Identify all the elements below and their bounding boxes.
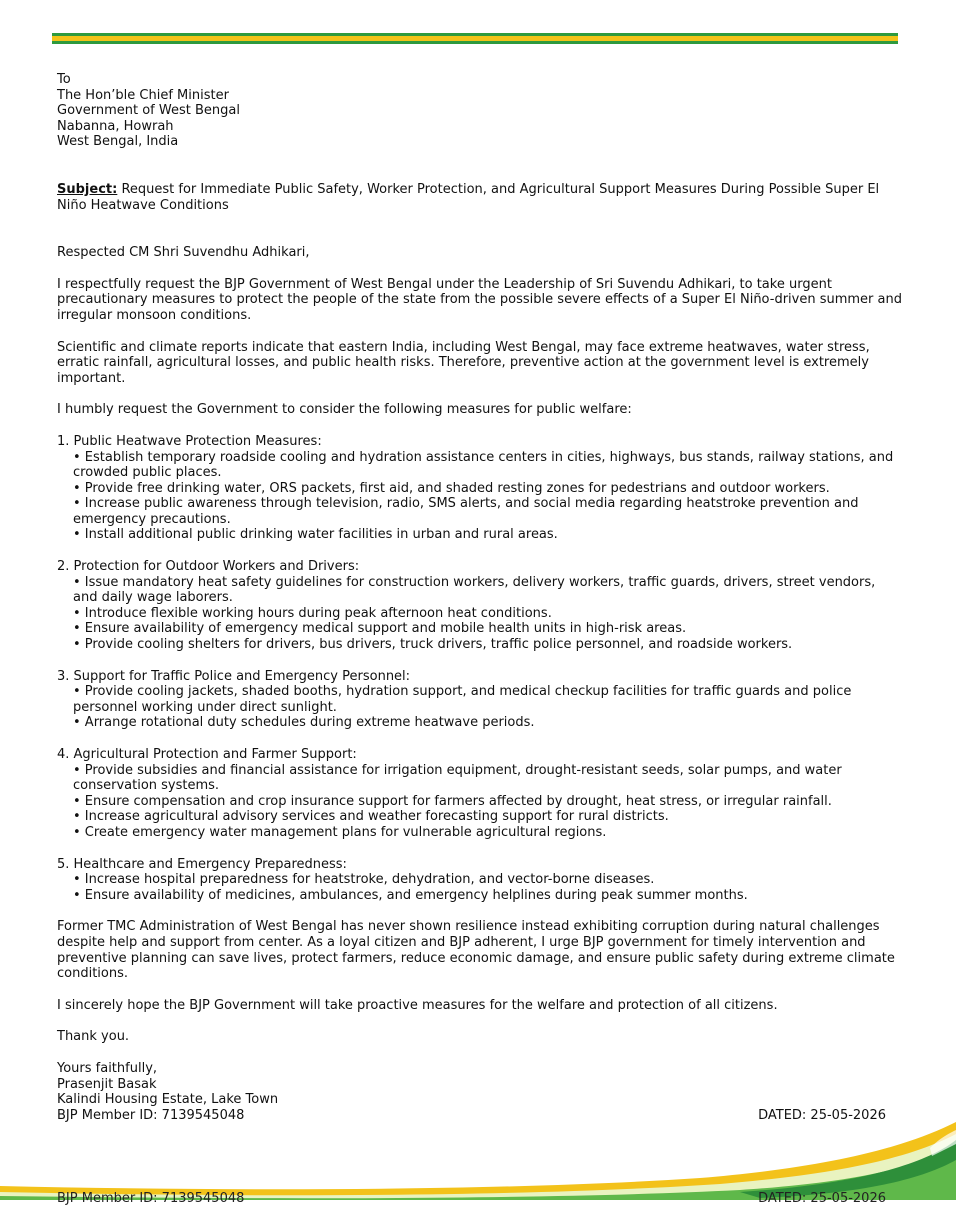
section-outdoor-workers [57,559,902,653]
list-item: • Introduce flexible working hours during peak afternoon heat conditions. [73,605,552,621]
cutoff-dated: DATED: 25-05-2026 [758,1191,886,1206]
intro-paragraph: I respectfully request the BJP Government of West Bengal under the Leadership of Sri Suvendu Adhikari, to take urgent precautionary measures to protect the people of the state from the possible severe effects of a Super El Niño-driven summer and irregular monsoon conditions. [57,276,902,323]
list-item: • Provide cooling shelters for drivers, bus drivers, truck drivers, traffic police personnel, and roadside workers. [73,637,793,653]
member-id: BJP Member ID: 7139545048 [57,1107,245,1123]
footer-wave-decoration [0,1100,956,1200]
recipient-line: To [57,72,71,87]
section-public-heatwave [57,434,902,543]
list-item: • Arrange rotational duty schedules during extreme heatwave periods. [73,715,535,731]
section-heading: 4. Agricultural Protection and Farmer Support: [57,747,357,762]
list-item: • Provide cooling jackets, shaded booths, hydration support, and medical checkup facilities for traffic guards and police personnel working under direct sunlight. [73,684,852,715]
intro-paragraph: I humbly request the Government to consider the following measures for public welfare: [57,402,632,418]
list-item: • Ensure availability of medicines, ambulances, and emergency helplines during peak summer months. [73,887,748,903]
recipient-line: Nabanna, Howrah [57,118,174,134]
section-traffic-police [57,669,902,731]
subject-text: Request for Immediate Public Safety, Worker Protection, and Agricultural Support Measures During Possible Super El Niño Heatwave Conditions [57,181,880,213]
list-item: • Install additional public drinking water facilities in urban and rural areas. [73,527,558,543]
signature-line: Yours faithfully, [57,1060,158,1076]
list-item: • Ensure compensation and crop insurance support for farmers affected by drought, heat stress, or irregular rainfall. [73,793,832,809]
list-item: • Issue mandatory heat safety guidelines for construction workers, delivery workers, traffic guards, drivers, street vendors, and daily wage laborers. [73,574,876,606]
subject-line [57,182,902,213]
list-item: • Increase agricultural advisory services and weather forecasting support for rural districts. [73,809,669,825]
intro-paragraph: Scientific and climate reports indicate that eastern India, including West Bengal, may face extreme heatwaves, water stress, erratic rainfall, agricultural losses, and public health risks. Therefore, preventive action at the government level is extremely important. [57,339,870,386]
header-band-green-bottom [52,41,898,44]
closing-paragraph: I sincerely hope the BJP Government will take proactive measures for the welfare and protection of all citizens. [57,997,778,1013]
subject-label: Subject: [57,181,118,197]
dated: DATED: 25-05-2026 [758,1107,886,1123]
list-item: • Create emergency water management plans for vulnerable agricultural regions. [73,824,607,840]
section-heading: 5. Healthcare and Emergency Preparedness: [57,856,347,872]
closing-paragraph: Former TMC Administration of West Bengal has never shown resilience instead exhibiting corruption during natural challenges despite help and support from center. As a loyal citizen and BJP adherent, I urge BJP government for timely intervention and preventive planning can save lives, protect farmers, reduce economic damage, and ensure public safety during extreme climate conditions. [57,919,895,982]
list-item: • Ensure availability of emergency medical support and mobile health units in high-risk areas. [73,621,687,637]
recipient-line: The Hon’ble Chief Minister [57,87,229,103]
signature-line: Kalindi Housing Estate, Lake Town [57,1092,279,1108]
cutoff-footer-text [57,1192,886,1205]
list-item: • Provide subsidies and financial assistance for irrigation equipment, drought-resistant seeds, solar pumps, and water conservation systems. [73,762,842,794]
list-item: • Provide free drinking water, ORS packets, first aid, and shaded resting zones for pedestrians and outdoor workers. [73,480,830,496]
cutoff-member-id: BJP Member ID: 7139545048 [57,1191,245,1206]
signature-line: Prasenjit Basak [57,1076,157,1092]
recipient-line: West Bengal, India [57,134,179,150]
section-heading: 3. Support for Traffic Police and Emergency Personnel: [57,668,411,684]
letter-body [57,72,902,1123]
section-agriculture [57,747,902,841]
recipient-line: Government of West Bengal [57,103,240,119]
thank-you: Thank you. [57,1029,130,1045]
list-item: • Increase hospital preparedness for heatstroke, dehydration, and vector-borne diseases. [73,872,655,888]
list-item: • Increase public awareness through television, radio, SMS alerts, and social media regarding heatstroke prevention and emergency precautions. [73,496,859,527]
salutation: Respected CM Shri Suvendhu Adhikari, [57,245,310,261]
section-healthcare [57,857,902,904]
section-heading: 1. Public Heatwave Protection Measures: [57,433,322,449]
section-heading: 2. Protection for Outdoor Workers and Drivers: [57,559,360,575]
recipient-address [57,72,902,150]
list-item: • Establish temporary roadside cooling and hydration assistance centers in cities, highways, bus stands, railway stations, and crowded public places. [73,449,894,481]
